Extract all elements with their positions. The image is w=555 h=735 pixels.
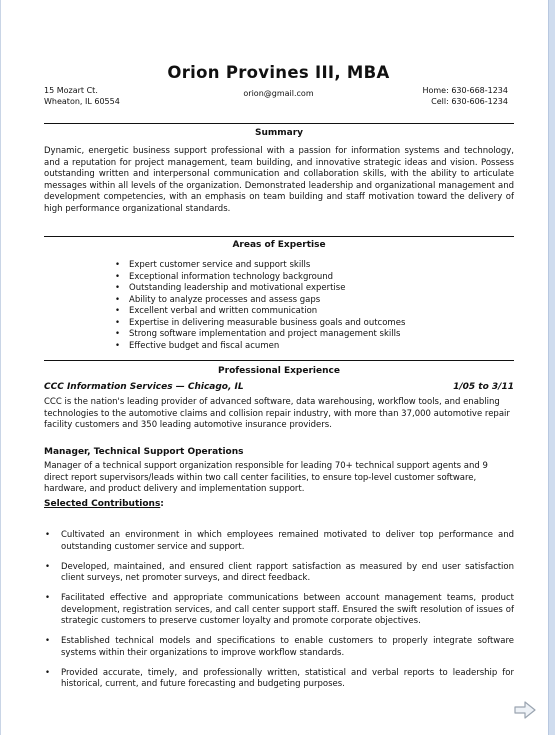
list-item: • Developed, maintained, and ensured client rapport satisfaction as measured by end user satisfaction client surveys, net promoter surveys, and direct feedback. [44, 562, 514, 585]
list-item: • Strong software implementation and project management skills [115, 329, 405, 341]
candidate-name: Orion Provines III, MBA [167, 63, 390, 82]
list-item: • Ability to analyze processes and assess gaps [115, 295, 405, 307]
company-description: CCC is the nation's leading provider of advanced software, data warehousing, workflow tools, and enabling technologies to the automotive claims and collision repair industry, with more than 37,000 automotive repair facility customers and 350 leading automotive insurance providers. [44, 397, 510, 430]
scrollbar[interactable] [548, 0, 555, 735]
list-item: • Outstanding leadership and motivational expertise [115, 283, 405, 295]
address-city: Wheaton, IL 60554 [44, 97, 120, 106]
experience-heading: Professional Experience [218, 366, 340, 376]
contributions-label-text: Selected Contributions [44, 499, 161, 509]
phone-block [422, 85, 508, 107]
expertise-list [115, 260, 405, 352]
next-arrow-icon[interactable] [513, 700, 537, 720]
divider [44, 360, 514, 361]
job-description: Manager of a technical support organization responsible for leading 70+ technical support agents and 9 direct report supervisors/leads within two call center facilities, to ensure top-level customer software, hardware, and product delivery and implementation support. [44, 461, 488, 494]
list-item: • Established technical models and specifications to enable customers to properly integrate software systems within their organizations to improve workflow standards. [44, 636, 514, 659]
cell-phone: Cell: 630-606-1234 [431, 97, 508, 106]
list-item: • Provided accurate, timely, and professionally written, statistical and verbal reports to leadership for historical, current, and future forecasting and budgeting purposes. [44, 668, 514, 691]
home-phone: Home: 630-668-1234 [422, 86, 508, 95]
company-name: CCC Information Services — Chicago, IL [44, 382, 244, 392]
list-item: • Exceptional information technology background [115, 272, 405, 284]
list-item: • Facilitated effective and appropriate communications between account management teams, product development, registration services, and call center support staff. Ensured the swift resolution of issues of strategic customers to preserve customer loyalty and promote corporate objectives. [44, 593, 514, 628]
expertise-heading: Areas of Expertise [232, 240, 326, 250]
email-address: orion@gmail.com [243, 89, 314, 98]
list-item: • Cultivated an environment in which employees remained motivated to deliver top performance and outstanding customer service and support. [44, 530, 514, 553]
contributions-label [44, 499, 164, 509]
job-title: Manager, Technical Support Operations [44, 447, 244, 457]
contributions-label-colon: : [160, 499, 164, 509]
contributions-list [44, 530, 514, 699]
company-line [44, 382, 514, 392]
list-item: • Effective budget and fiscal acumen [115, 341, 405, 353]
divider [44, 123, 514, 124]
summary-text: Dynamic, energetic business support professional with a passion for information systems and technology, and a reputation for project management, team building, and innovative strategic ideas and vision. Possess outstanding written and interpersonal communication and collaboration skills, with the ability to articulate messages within all levels of the organization. Demonstrated leadership and organizational management and development competencies, with an emphasis on team building and staff motivation toward the delivery of high performance organizational standards. [44, 146, 514, 214]
summary-heading: Summary [254, 128, 304, 138]
list-item: • Excellent verbal and written communication [115, 306, 405, 318]
address-street: 15 Mozart Ct. [44, 86, 98, 95]
list-item: • Expertise in delivering measurable business goals and outcomes [115, 318, 405, 330]
list-item: • Expert customer service and support skills [115, 260, 405, 272]
divider [44, 236, 514, 237]
employment-dates: 1/05 to 3/11 [453, 382, 514, 392]
